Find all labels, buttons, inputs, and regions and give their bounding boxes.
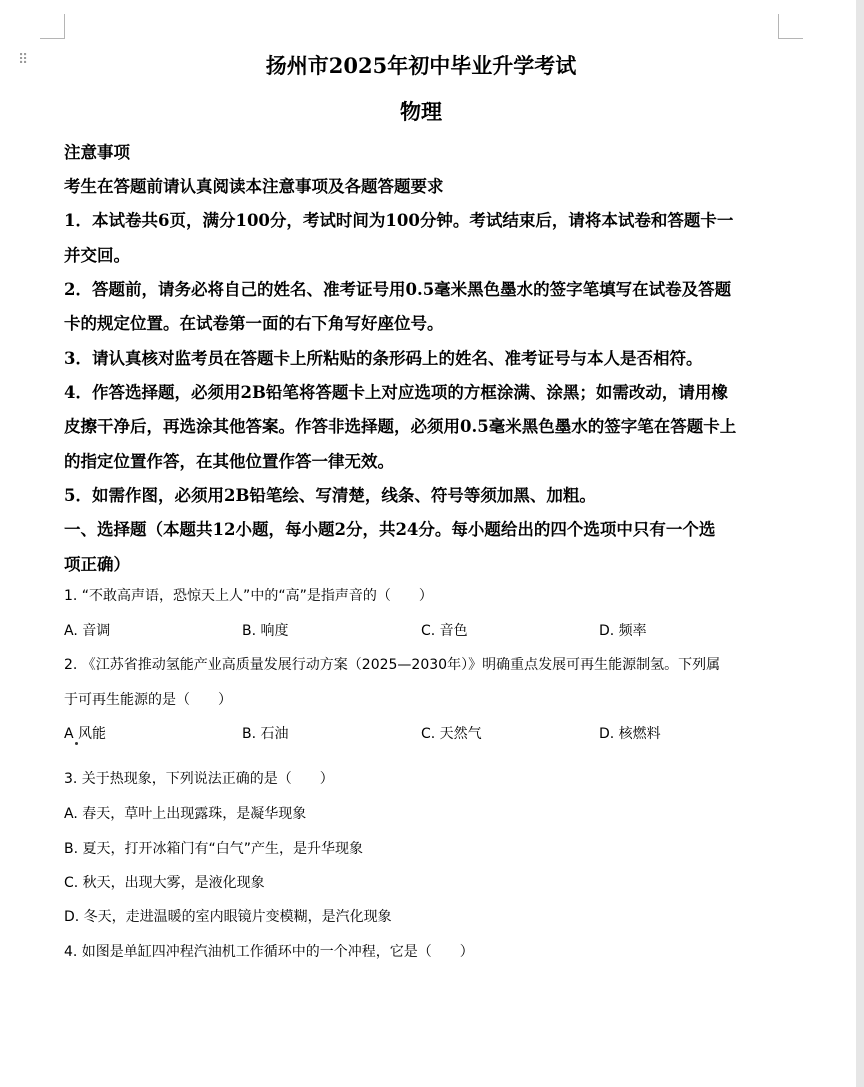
option-b: B. 夏天，打开冰箱门有“白气”产生，是升华现象 xyxy=(64,841,364,857)
section-heading: 一、选择题（本题共12小题，每小题2分，共24分。每小题给出的四个选项中只有一个选 xyxy=(64,520,716,539)
notice-heading: 注意事项 xyxy=(64,143,130,162)
option-d: D. 冬天，走进温暖的室内眼镜片变模糊，是汽化现象 xyxy=(64,909,392,925)
notice-line: 并交回。 xyxy=(64,246,130,265)
option-c: C. 秋天，出现大雾，是液化现象 xyxy=(64,875,265,891)
option-a: A 风能 xyxy=(64,726,107,742)
option-b: B. 石油 xyxy=(242,726,289,742)
question-4-stem: 4. 如图是单缸四冲程汽油机工作循环中的一个冲程，它是（ ） xyxy=(64,944,474,960)
exam-subject: 物理 xyxy=(400,99,442,124)
notice-line: 2．答题前，请务必将自己的姓名、准考证号用0.5毫米黑色墨水的签字笔填写在试卷及答题 xyxy=(64,280,732,299)
option-a: A. 音调 xyxy=(64,623,111,639)
question-2-options xyxy=(64,723,784,743)
question-2-stem-cont: 于可再生能源的是（ ） xyxy=(64,692,232,708)
notice-line: 3．请认真核对监考员在答题卡上所粘贴的条形码上的姓名、准考证号与本人是否相符。 xyxy=(64,349,703,368)
notice-line: 的指定位置作答，在其他位置作答一律无效。 xyxy=(64,452,394,471)
section-heading-cont: 项正确） xyxy=(64,555,130,574)
drag-handle-icon[interactable]: ⠿ xyxy=(18,52,28,68)
exam-title: 扬州市2025年初中毕业升学考试 xyxy=(265,53,577,78)
page-edge xyxy=(856,0,864,1087)
option-d: D. 核燃料 xyxy=(599,726,661,742)
question-3-stem: 3. 关于热现象，下列说法正确的是（ ） xyxy=(64,771,334,787)
notice-line: 卡的规定位置。在试卷第一面的右下角写好座位号。 xyxy=(64,314,444,333)
option-dot-mark xyxy=(75,742,78,745)
option-d: D. 频率 xyxy=(599,623,647,639)
option-c: C. 音色 xyxy=(421,623,468,639)
crop-mark-top-left xyxy=(40,14,65,39)
option-b: B. 响度 xyxy=(242,623,289,639)
notice-line: 1．本试卷共6页，满分100分，考试时间为100分钟。考试结束后，请将本试卷和答题卡一 xyxy=(64,211,734,230)
notice-line: 4．作答选择题，必须用2B铅笔将答题卡上对应选项的方框涂满、涂黑；如需改动，请用橡 xyxy=(64,383,728,402)
option-c: C. 天然气 xyxy=(421,726,482,742)
question-2-stem: 2. 《江苏省推动氢能产业高质量发展行动方案（2025—2030年）》明确重点发展可再生能源制氢。下列属 xyxy=(64,657,721,673)
question-1-options xyxy=(64,620,784,640)
notice-line: 皮擦干净后，再选涂其他答案。作答非选择题，必须用0.5毫米黑色墨水的签字笔在答题卡上 xyxy=(64,417,737,436)
question-1-stem: 1. “不敢高声语，恐惊天上人”中的“高”是指声音的（ ） xyxy=(64,588,433,604)
notice-line: 5．如需作图，必须用2B铅笔绘、写清楚，线条、符号等须加黑、加粗。 xyxy=(64,486,596,505)
option-a: A. 春天，草叶上出现露珠，是凝华现象 xyxy=(64,806,307,822)
crop-mark-top-right xyxy=(778,14,803,39)
notice-intro: 考生在答题前请认真阅读本注意事项及各题答题要求 xyxy=(64,177,444,196)
